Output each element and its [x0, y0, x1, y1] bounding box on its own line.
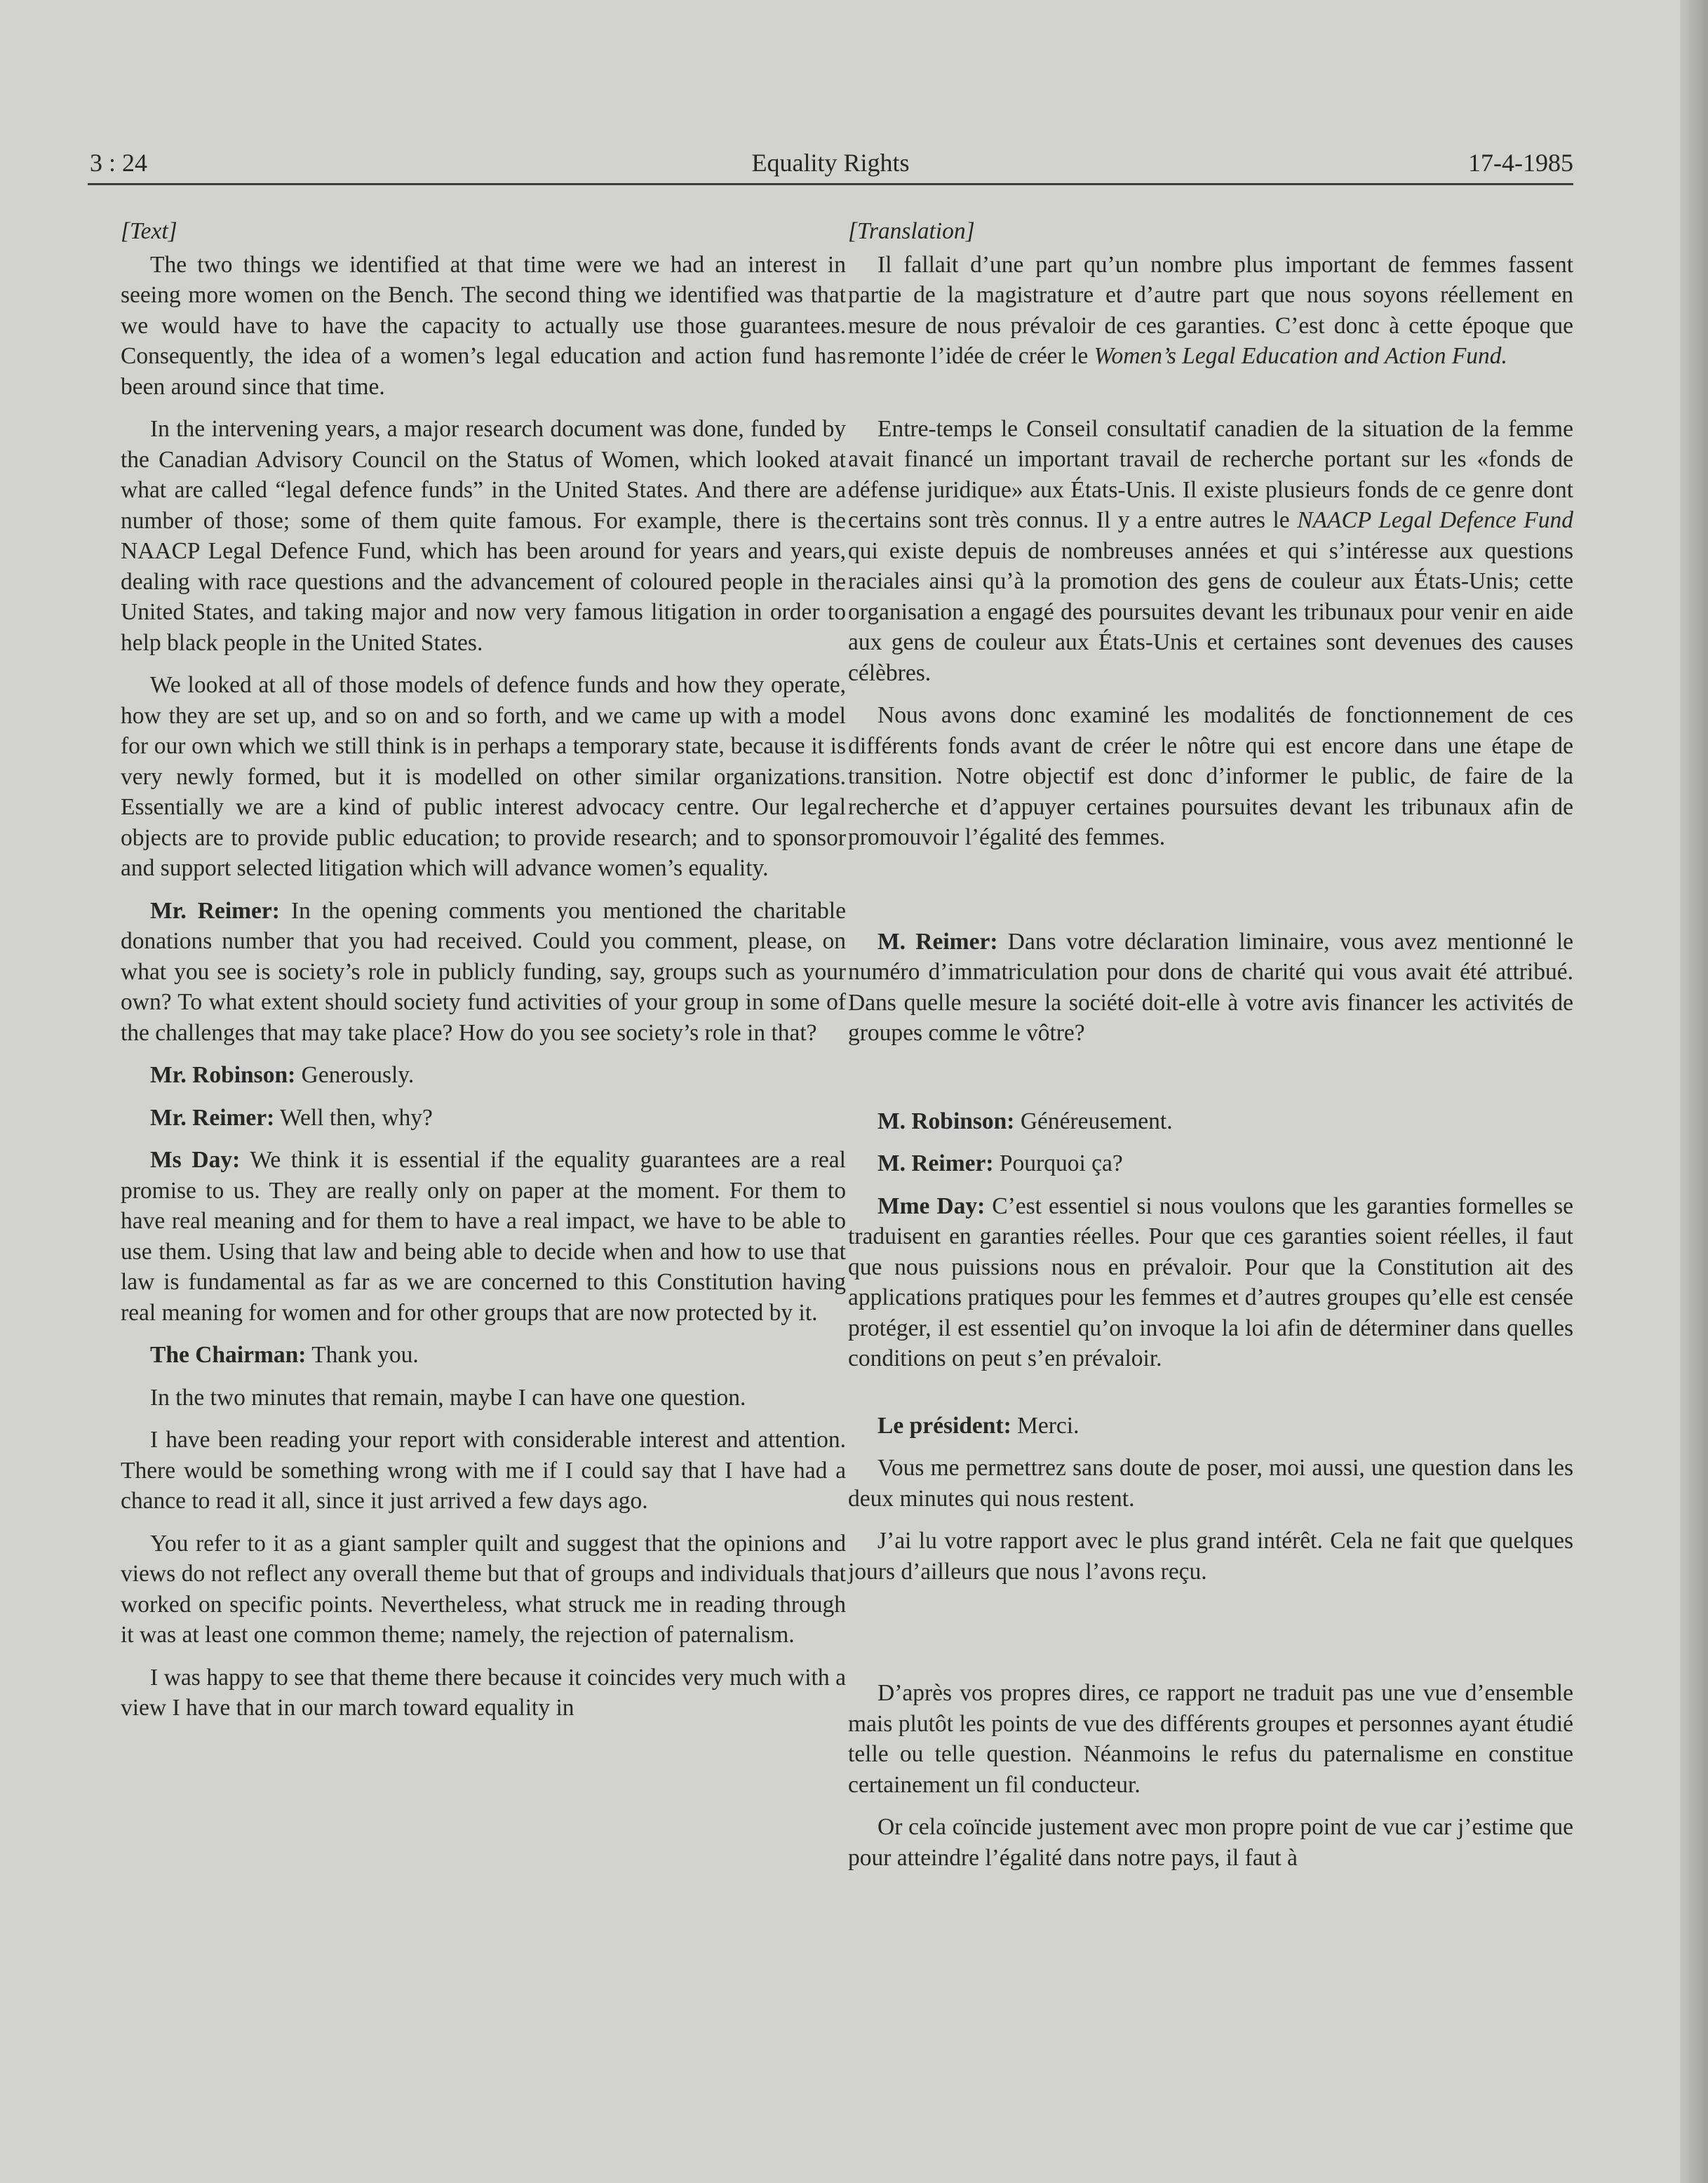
text-label: [Text]: [121, 218, 177, 244]
speaker-paragraph: M. Robinson: Généreusement.: [877, 1108, 1173, 1134]
speaker-paragraph: Mr. Reimer: In the opening comments you mentioned the charitable donations number that you had received. Could you comment, please, on what you see is society’s role in publicly funding, say, groups such as your own? To what extent should society fund activities of your group in some of the challenges that may take place? How do you see society’s role in that?: [121, 897, 846, 1046]
paragraph: Entre-temps le Conseil consultatif canadien de la situation de la femme avait financé un important travail de recherche portant sur les «fonds de défense juridique» aux États-Unis. Il existe plusieurs fonds de ce genre dont certains sont très connus. Il y a entre autres le NAACP Legal Defence Fund qui existe depuis de nombreuses années et qui s’intéresse aux questions raciales ainsi qu’à la promotion des gens de couleur aux États-Unis; cette organisation a engagé des poursuites devant les tribunaux pour venir en aide aux gens de couleur aux États-Unis et certaines sont devenues des causes célèbres.: [848, 415, 1574, 686]
paragraph: I have been reading your report with considerable interest and attention. There would be something wrong with me if I could say that I have had a chance to read it all, since it just arrived a few days ago.: [121, 1427, 846, 1514]
speaker-paragraph: Mr. Robinson: Generously.: [150, 1062, 415, 1088]
speaker-paragraph: Mr. Reimer: Well then, why?: [150, 1104, 433, 1131]
speaker-name: The Chairman:: [150, 1342, 307, 1368]
paragraph: D’après vos propres dires, ce rapport ne traduit pas une vue d’ensemble mais plutôt les points de vue des différents groupes et personnes ayant étudié telle ou telle question. Néanmoins le refus du paternalisme en constitue certainement un fil conducteur.: [848, 1680, 1573, 1798]
paragraph: The two things we identified at that time were we had an interest in seeing more women on the Bench. The second thing we identified was that we would have to have the capacity to actually use those guarantees. Consequently, the idea of a women’s legal education and action fund has been around since that time.: [121, 251, 846, 400]
speaker-name: Mr. Reimer:: [150, 1104, 275, 1131]
paragraph: You refer to it as a giant sampler quilt and suggest that the opinions and views do not reflect any overall theme but that of groups and individuals that worked on specific points. Nevertheless, what struck me in reading through it was at least one common theme; namely, the rejection of paternalism.: [121, 1530, 846, 1648]
organization-title: NAACP Legal Defence Fund: [1297, 507, 1574, 533]
paragraph: Vous me permettrez sans doute de poser, moi aussi, une question dans les deux minutes qui nous restent.: [848, 1455, 1573, 1512]
speaker-name: Mr. Robinson:: [150, 1062, 296, 1088]
document-title: Equality Rights: [751, 149, 910, 177]
paragraph: We looked at all of those models of defence funds and how they operate, how they are set up, and so on and so forth, and we came up with a model for our own which we still think is in perhaps a temporary state, because it is very newly formed, but it is modelled on other similar organizations. Essentially we are a kind of public interest advocacy centre. Our legal objects are to provide public education; to provide research; and to sponsor and support selected litigation which will advance women’s equality.: [121, 672, 846, 881]
speaker-paragraph: Le président: Merci.: [877, 1412, 1080, 1439]
paragraph: Il fallait d’une part qu’un nombre plus important de femmes fassent partie de la magistrature et d’autre part que nous soyons réellement en mesure de nous prévaloir de ces garanties. C’est donc à cette époque que remonte l’idée de créer le Women’s Legal Education and Action Fund.: [848, 251, 1573, 369]
speaker-name: M. Reimer:: [877, 1150, 994, 1176]
paragraph: In the intervening years, a major research document was done, funded by the Canadian Advisory Council on the Status of Women, which looked at what are called “legal defence funds” in the United States. And there are a number of those; some of them quite famous. For example, there is the NAACP Legal Defence Fund, which has been around for years and years, dealing with race questions and the advancement of coloured people in the United States, and taking major and now very famous litigation in order to help black people in the United States.: [121, 416, 846, 656]
speaker-paragraph: M. Reimer: Pourquoi ça?: [877, 1150, 1123, 1176]
paragraph: I was happy to see that theme there because it coincides very much with a view I have that in our march toward equality in: [121, 1664, 846, 1721]
speaker-name: Mme Day:: [877, 1193, 986, 1219]
paragraph: In the two minutes that remain, maybe I can have one question.: [150, 1384, 746, 1411]
running-header: [88, 144, 1573, 185]
speaker-name: Ms Day:: [150, 1147, 241, 1173]
speaker-name: M. Robinson:: [877, 1108, 1015, 1134]
speaker-name: Mr. Reimer:: [150, 897, 280, 924]
paragraph: Or cela coïncide justement avec mon propre point de vue car j’estime que pour atteindre l’égalité dans notre pays, il faut à: [848, 1814, 1573, 1871]
page-reference: 3 : 24: [90, 149, 148, 177]
translation-label: [Translation]: [848, 218, 975, 244]
english-column: [121, 216, 846, 1724]
speaker-paragraph: Mme Day: C’est essentiel si nous voulons que les garanties formelles se traduisent en garanties réelles. Pour que ces garanties soient réelles, il faut que nous puissions nous en prévaloir. Pour que la Constitution ait des applications pratiques pour les femmes et d’autres groupes qu’elle est censée protéger, il est essentiel qu’on invoque la loi afin de déterminer dans quelles conditions on peut s’en prévaloir.: [848, 1193, 1574, 1371]
speaker-paragraph: The Chairman: Thank you.: [150, 1342, 419, 1368]
page-edge-shadow: [1680, 0, 1708, 2183]
header-date: 17-4-1985: [1468, 149, 1573, 177]
paragraph: Nous avons donc examiné les modalités de fonctionnement de ces différents fonds avant de créer le nôtre qui est encore dans une étape de transition. Notre objectif est donc d’informer le public, de faire de la recherche et d’appuyer certaines poursuites devant les tribunaux afin de promouvoir l’égalité des femmes.: [848, 702, 1573, 850]
speaker-paragraph: Ms Day: We think it is essential if the equality guarantees are a real promise to us. They are really only on paper at the moment. For them to have real meaning and for them to have a real impact, we have to be able to use them. Using that law and being able to decide when and how to use that law is fundamental as far as we are concerned to this Constitution having real meaning for women and for other groups that are now protected by it.: [121, 1147, 846, 1326]
speaker-paragraph: M. Reimer: Dans votre déclaration liminaire, vous avez mentionné le numéro d’immatriculation pour dons de charité qui vous avait été attribué. Dans quelle mesure la société doit-elle à votre avis financer les activités de groupes comme le vôtre?: [848, 928, 1573, 1046]
paragraph: J’ai lu votre rapport avec le plus grand intérêt. Cela ne fait que quelques jours d’ailleurs que nous l’avons reçu.: [848, 1528, 1573, 1585]
speaker-name: M. Reimer:: [877, 928, 998, 955]
french-column: [848, 216, 1573, 1873]
speaker-name: Le président:: [877, 1412, 1011, 1439]
organization-title: Women’s Legal Education and Action Fund.: [1094, 343, 1507, 369]
